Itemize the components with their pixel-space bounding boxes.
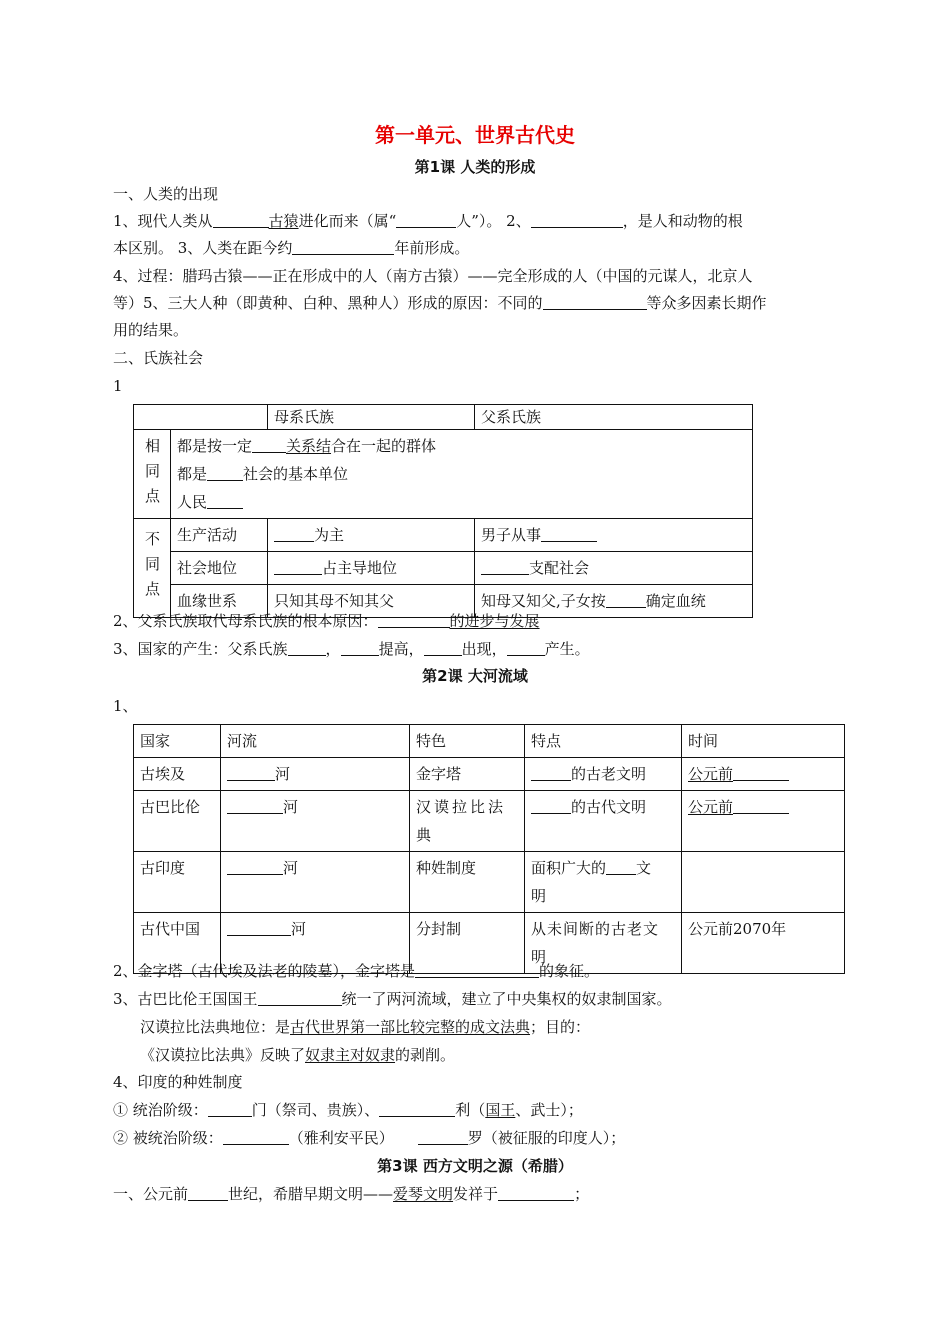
- text: （雅利安平民）: [288, 1129, 394, 1147]
- table-cell: 只知其母不知其父: [268, 585, 475, 618]
- table-cell: [475, 552, 753, 585]
- table-cell: [134, 405, 268, 430]
- table-cell: [525, 852, 682, 913]
- text: 河: [291, 920, 307, 938]
- row-label-diff: 不同点: [134, 519, 171, 618]
- fill-blank: [227, 859, 283, 875]
- text: 3、古巴比伦王国国王: [113, 990, 258, 1008]
- text: 等）5、三大人种（即黄种、白种、黑种人）形成的原因：不同的: [113, 294, 543, 312]
- cell-line: [531, 854, 675, 882]
- lesson2-question-3: [113, 990, 672, 1008]
- table-cell: 古埃及: [134, 758, 221, 791]
- lesson1-question-3: [113, 640, 590, 658]
- text: 利（: [455, 1101, 486, 1119]
- text: 人”）。 2、: [456, 212, 531, 230]
- fill-blank: [531, 212, 623, 228]
- fill-blank: [415, 962, 539, 978]
- lesson1-question-2: [113, 612, 540, 630]
- lesson1-line-3: 4、过程：腊玛古猿——正在形成中的人（南方古猿）——完全形成的人（中国的元谋人，北京人: [113, 267, 753, 285]
- text: 的古代文明: [571, 798, 647, 816]
- cell-line: [177, 488, 746, 516]
- text: 汉谟拉比法典地位：是: [140, 1018, 291, 1036]
- cell-line: [177, 460, 746, 488]
- text: 等众多因素长期作: [646, 294, 767, 312]
- text: 一、公元前: [113, 1185, 189, 1203]
- table-cell: [221, 852, 410, 913]
- item-number: 1、: [113, 697, 138, 715]
- table-header: 国家: [134, 725, 221, 758]
- lesson2-code-status: [140, 1018, 590, 1036]
- text: ；目的：: [530, 1018, 591, 1036]
- underlined-answer: 公元前: [688, 765, 734, 783]
- table-cell: [525, 758, 682, 791]
- fill-blank: [378, 612, 450, 628]
- fill-blank: [531, 765, 571, 781]
- text: ，: [325, 640, 341, 658]
- ruling-class-line: [113, 1101, 583, 1119]
- text: 确定血统: [645, 592, 706, 610]
- text: 支配社会: [529, 559, 590, 577]
- table-row: [134, 791, 845, 852]
- text: 都是: [177, 465, 208, 483]
- lesson3-line-1: [113, 1185, 589, 1203]
- text: 社会的基本单位: [243, 465, 349, 483]
- lesson2-question-4: 4、印度的种姓制度: [113, 1073, 243, 1091]
- text: 产生。: [544, 640, 590, 658]
- underlined-answer: 公元前: [688, 798, 734, 816]
- text: 世纪，希腊早期文明——: [228, 1185, 394, 1203]
- underlined-answer: 爱琴文明: [393, 1185, 454, 1203]
- lesson-3-title: 第3课 西方文明之源（希腊）: [377, 1157, 573, 1175]
- table-header: 母系氏族: [268, 405, 475, 430]
- lesson1-line-2: [113, 239, 469, 257]
- clan-society-table: [133, 404, 753, 618]
- text: ，是人和动物的根: [622, 212, 743, 230]
- fill-blank: [606, 859, 636, 875]
- table-header: 父系氏族: [475, 405, 753, 430]
- lesson1-line-4: [113, 294, 767, 312]
- lesson-1-title: 第1课 人类的形成: [414, 158, 536, 176]
- text: 统一了两河流域，建立了中央集权的奴隶制国家。: [341, 990, 672, 1008]
- cell-line: 典: [416, 826, 432, 844]
- table-row: [134, 725, 845, 758]
- row-label-same: 相同点: [134, 430, 171, 519]
- text: 提高，: [378, 640, 424, 658]
- text: 男子从事: [481, 526, 542, 544]
- text: ② 被统治阶级：: [113, 1129, 223, 1147]
- text: 的象征。: [539, 962, 600, 980]
- text: 面积广大的: [531, 859, 607, 877]
- text: 发祥于: [453, 1185, 499, 1203]
- text: 2、金字塔（古代埃及法老的陵墓），金字塔是: [113, 962, 416, 980]
- text: ① 统治阶级：: [113, 1101, 208, 1119]
- cell-line: 汉谟拉比法: [416, 798, 507, 816]
- underlined-answer: 国王: [485, 1101, 516, 1119]
- text: 罗（被征服的印度人）；: [467, 1129, 626, 1147]
- item-number: 1: [113, 377, 123, 395]
- table-cell: 古印度: [134, 852, 221, 913]
- text: 河: [283, 798, 299, 816]
- fill-blank: [531, 798, 571, 814]
- table-cell: [475, 519, 753, 552]
- text: 合在一起的群体: [331, 437, 437, 455]
- fill-blank: [227, 920, 291, 936]
- cell-line: 明: [531, 948, 547, 966]
- table-cell: [682, 758, 845, 791]
- fill-blank: [188, 1185, 228, 1201]
- fill-blank: [274, 526, 314, 542]
- underlined-answer: 的进步与发展: [449, 612, 540, 630]
- table-cell: 血缘世系: [171, 585, 268, 618]
- table-cell: [525, 791, 682, 852]
- table-cell: [221, 791, 410, 852]
- underlined-answer: 奴隶主对奴隶: [305, 1046, 396, 1064]
- fill-blank: [258, 990, 342, 1006]
- text: 《汉谟拉比法典》反映了: [140, 1046, 306, 1064]
- underlined-answer: 古代世界第一部比较完整的成文法典: [290, 1018, 531, 1036]
- text: 本区别。 3、人类在距今约: [113, 239, 293, 257]
- table-row: [134, 758, 845, 791]
- text: 1、现代人类从: [113, 212, 213, 230]
- cell-line: 明: [531, 887, 547, 905]
- table-cell: [682, 852, 845, 913]
- fill-blank: [481, 559, 529, 575]
- unit-title: 第一单元、世界古代史: [375, 123, 575, 147]
- fill-blank: [274, 559, 322, 575]
- table-header: 特色: [410, 725, 525, 758]
- table-header: 时间: [682, 725, 845, 758]
- text: 河: [283, 859, 299, 877]
- fill-blank: [292, 239, 394, 255]
- fill-blank: [208, 1101, 252, 1117]
- section-2-heading: 二、氏族社会: [113, 349, 204, 367]
- fill-blank: [541, 526, 597, 542]
- table-cell: [171, 430, 753, 519]
- text: 河: [275, 765, 291, 783]
- underlined-answer: 关系结: [286, 437, 332, 455]
- table-cell: [410, 791, 525, 852]
- text: 为主: [314, 526, 345, 544]
- text: 3、国家的产生：父系氏族: [113, 640, 288, 658]
- section-1-heading: 一、人类的出现: [113, 185, 219, 203]
- table-cell: 社会地位: [171, 552, 268, 585]
- text: 的古老文明: [571, 765, 647, 783]
- cell-line: 从未间断的古老文: [531, 920, 660, 938]
- table-cell: [682, 791, 845, 852]
- lesson1-line-1: [113, 212, 743, 230]
- ruled-class-line: [113, 1129, 625, 1147]
- text: 人民: [177, 493, 208, 511]
- fill-blank: [207, 465, 243, 481]
- text: 的剥削。: [395, 1046, 456, 1064]
- fill-blank: [288, 640, 326, 656]
- fill-blank: [227, 798, 283, 814]
- table-cell: 分封制: [410, 913, 525, 974]
- river-civilization-table: [133, 724, 845, 974]
- fill-blank: [341, 640, 379, 656]
- underlined-answer: 古猿: [268, 212, 299, 230]
- text: 出现，: [461, 640, 507, 658]
- table-cell: 古巴比伦: [134, 791, 221, 852]
- fill-blank: [223, 1129, 289, 1145]
- lesson2-code-reflects: [140, 1046, 455, 1064]
- table-header: 特点: [525, 725, 682, 758]
- cell-line: [177, 432, 746, 460]
- table-cell: [268, 519, 475, 552]
- text: 占主导地位: [322, 559, 398, 577]
- table-row: [134, 852, 845, 913]
- text: 2、父系氏族取代母系氏族的根本原因：: [113, 612, 378, 630]
- table-row: [134, 430, 753, 519]
- table-row: [134, 519, 753, 552]
- table-cell: 生产活动: [171, 519, 268, 552]
- table-cell: 金字塔: [410, 758, 525, 791]
- fill-blank: [606, 592, 646, 608]
- table-cell: [221, 758, 410, 791]
- text: ；: [574, 1185, 590, 1203]
- fill-blank: [207, 493, 243, 509]
- table-row: [134, 405, 753, 430]
- lesson2-question-2: [113, 962, 599, 980]
- text: 文: [636, 859, 652, 877]
- fill-blank: [543, 294, 647, 310]
- text: 都是按一定: [177, 437, 253, 455]
- table-cell: 种姓制度: [410, 852, 525, 913]
- fill-blank: [379, 1101, 455, 1117]
- fill-blank: [507, 640, 545, 656]
- fill-blank: [498, 1185, 574, 1201]
- fill-blank: [213, 212, 269, 228]
- text: 进化而来（属“: [298, 212, 397, 230]
- table-header: 河流: [221, 725, 410, 758]
- lesson-2-title: 第2课 大河流域: [422, 667, 528, 685]
- fill-blank: [227, 765, 275, 781]
- table-cell: 古代中国: [134, 913, 221, 974]
- text: 年前形成。: [394, 239, 470, 257]
- fill-blank: [424, 640, 462, 656]
- fill-blank: [733, 798, 789, 814]
- fill-blank: [252, 437, 286, 453]
- fill-blank: [733, 765, 789, 781]
- fill-blank: [418, 1129, 468, 1145]
- fill-blank: [396, 212, 456, 228]
- table-row: [134, 552, 753, 585]
- table-cell: [268, 552, 475, 585]
- table-cell: 公元前2070年: [682, 913, 845, 974]
- lesson1-line-5: 用的结果。: [113, 321, 189, 339]
- text: 门（祭司、贵族）、: [251, 1101, 380, 1119]
- text: 知母又知父,子女按: [481, 592, 606, 610]
- text: 、武士）；: [515, 1101, 583, 1119]
